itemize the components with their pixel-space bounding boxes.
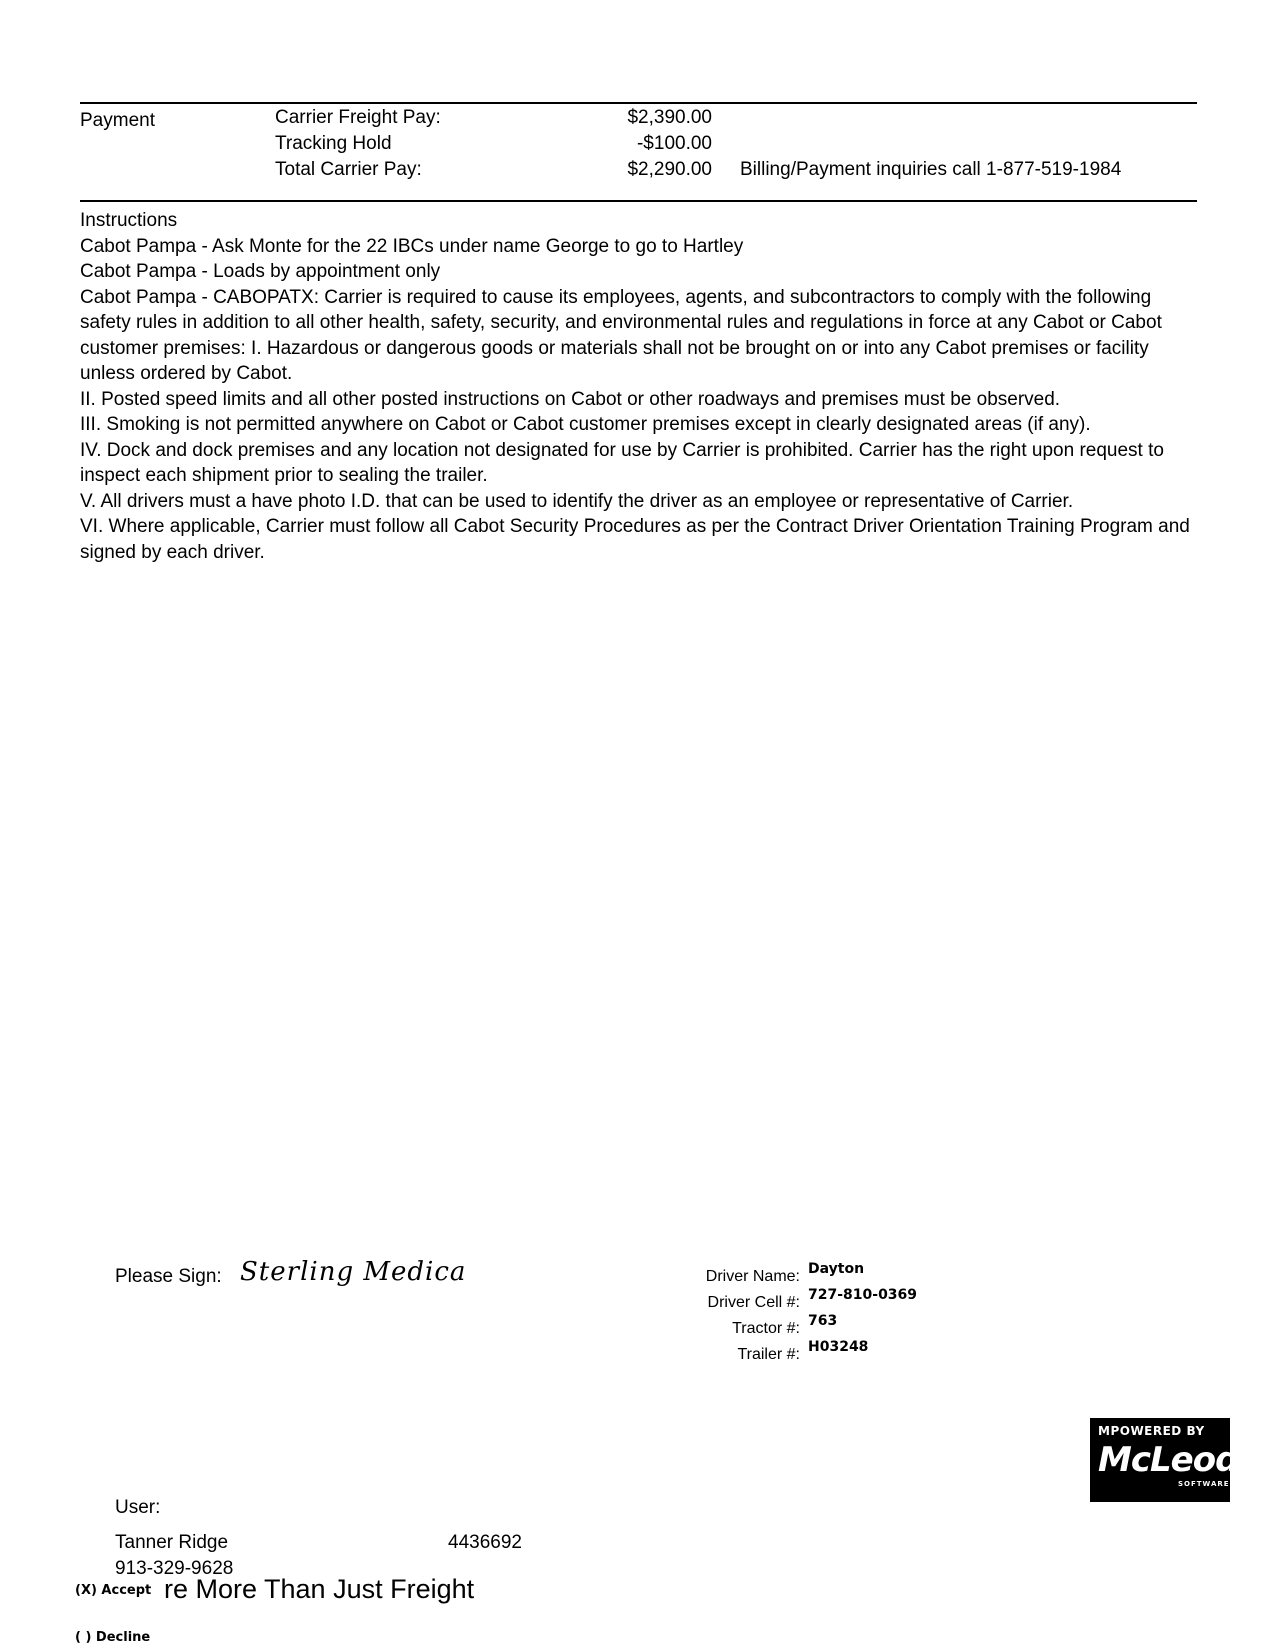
instruction-line: V. All drivers must a have photo I.D. that can be used to identify the driver as an employee or representative of Carrier. bbox=[80, 490, 1074, 512]
instruction-line: Cabot Pampa - CABOPATX: Carrier is required to cause its employees, agents, and subcontractors to comply with the following safety rules in addition to all other health, safety, security, and environmental rules and regulations in force at any Cabot or Cabot customer premises: I. Hazardous or dangerous goods or materials shall not be brought on or into any Cabot premises or facility unless ordered by Cabot. bbox=[80, 286, 1162, 384]
trailer-value: H03248 bbox=[808, 1339, 869, 1355]
top-rule bbox=[80, 102, 1197, 104]
carrier-freight-pay-label: Carrier Freight Pay: bbox=[275, 107, 441, 128]
tagline: re More Than Just Freight bbox=[164, 1574, 475, 1604]
total-carrier-pay-label: Total Carrier Pay: bbox=[275, 159, 422, 180]
tractor-label: Tractor #: bbox=[732, 1320, 800, 1337]
tracking-hold-label: Tracking Hold bbox=[275, 133, 392, 154]
instruction-line: III. Smoking is not permitted anywhere on Cabot or Cabot customer premises except in clearly designated areas (if any). bbox=[80, 414, 1091, 435]
tracking-hold-amount: -$100.00 bbox=[636, 133, 712, 154]
tractor-value: 763 bbox=[808, 1313, 838, 1329]
accept-option[interactable]: (X) Accept bbox=[75, 1583, 152, 1598]
trailer-label: Trailer #: bbox=[737, 1346, 800, 1363]
user-phone: 913-329-9628 bbox=[115, 1558, 234, 1579]
user-label: User: bbox=[115, 1497, 161, 1518]
carrier-freight-pay-amount: $2,390.00 bbox=[627, 107, 712, 128]
instructions-block bbox=[80, 208, 1200, 565]
logo-top-text: MPOWERED BY bbox=[1098, 1424, 1205, 1438]
payment-section-label: Payment bbox=[80, 110, 155, 131]
total-carrier-pay-amount: $2,290.00 bbox=[627, 159, 712, 180]
user-id: 4436692 bbox=[448, 1532, 522, 1553]
instruction-line: Cabot Pampa - Loads by appointment only bbox=[80, 261, 441, 282]
logo-sub-text: SOFTWARE bbox=[1178, 1480, 1230, 1488]
bottom-rule bbox=[80, 200, 1197, 202]
driver-cell-label: Driver Cell #: bbox=[707, 1294, 800, 1311]
instruction-line: IV. Dock and dock premises and any location not designated for use by Carrier is prohibited. Carrier has the right upon request to inspect each shipment prior to sealing the trailer. bbox=[80, 439, 1164, 486]
driver-name-label: Driver Name: bbox=[705, 1268, 800, 1285]
signature-value: Sterling Medica bbox=[240, 1257, 467, 1287]
mcleod-logo bbox=[1090, 1418, 1239, 1502]
logo-name-text: McLeod bbox=[1098, 1440, 1239, 1480]
instructions-heading: Instructions bbox=[80, 210, 178, 231]
please-sign-label: Please Sign: bbox=[115, 1266, 222, 1287]
driver-name-value: Dayton bbox=[808, 1261, 865, 1277]
instruction-line: VI. Where applicable, Carrier must follow all Cabot Security Procedures as per the Contract Driver Orientation Training Program and signed by each driver. bbox=[80, 516, 1190, 563]
instruction-line: II. Posted speed limits and all other posted instructions on Cabot or other roadways and premises must be observed. bbox=[80, 388, 1061, 410]
driver-cell-value: 727-810-0369 bbox=[808, 1287, 918, 1303]
billing-inquiry-text: Billing/Payment inquiries call 1-877-519-1984 bbox=[740, 159, 1122, 180]
instruction-line: Cabot Pampa - Ask Monte for the 22 IBCs under name George to go to Hartley bbox=[80, 235, 744, 257]
user-name: Tanner Ridge bbox=[115, 1532, 229, 1553]
decline-option[interactable]: ( ) Decline bbox=[75, 1630, 151, 1645]
